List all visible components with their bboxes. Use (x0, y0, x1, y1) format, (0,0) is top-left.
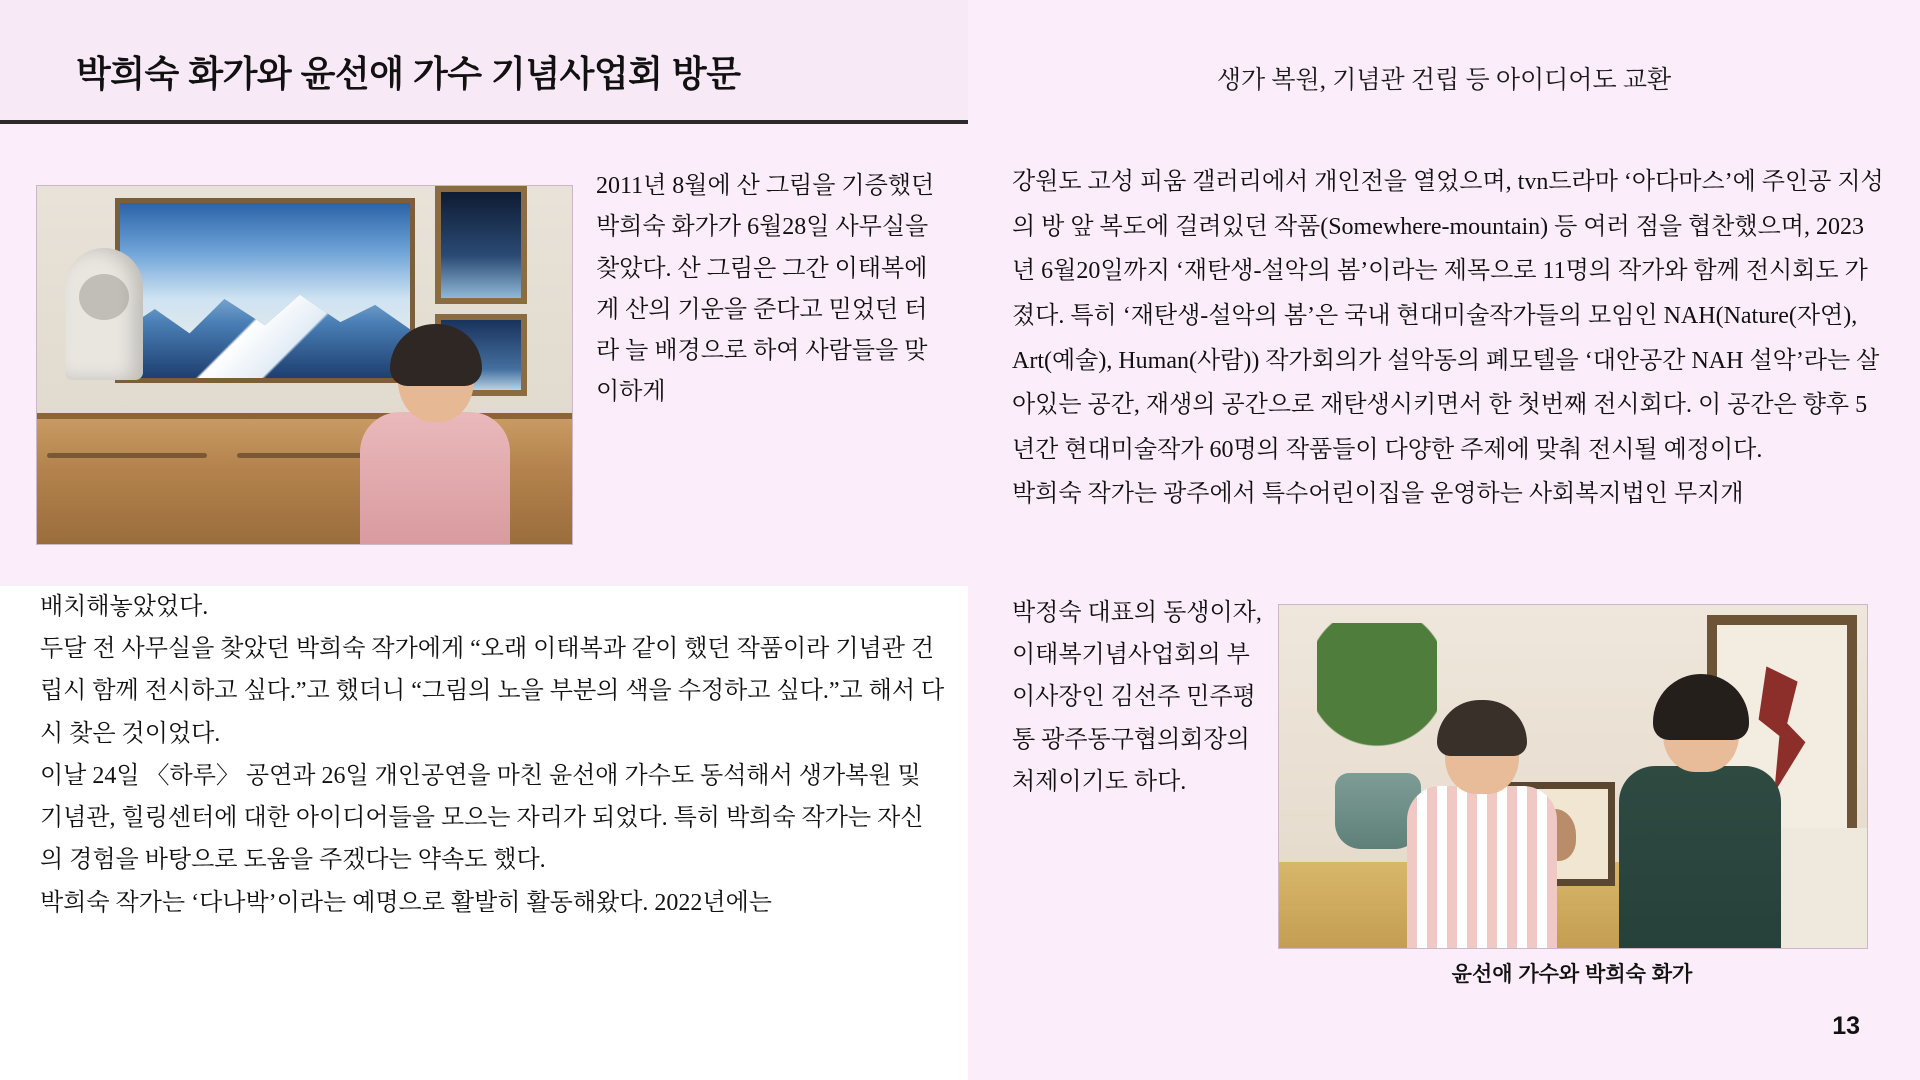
page-number: 13 (1832, 1012, 1860, 1040)
singer-figure (1407, 700, 1557, 948)
pair-photo (1278, 604, 1868, 949)
main-photo (36, 185, 573, 545)
bust-sculpture (65, 248, 143, 380)
left-paragraph-3: 이날 24일 〈하루〉 공연과 26일 개인공연을 마친 윤선애 가수도 동석해서 생가복원 및 기념관, 힐링센터에 대한 아이디어들을 모으는 자리가 되었다. 특히 박희숙 작가는 자신의 경험을 바탕으로 도움을 주겠다는 약속도 했다. (40, 762, 924, 874)
singer-hair (1437, 700, 1527, 756)
photo-caption: 윤선애 가수와 박희숙 화가 (1451, 963, 1693, 986)
page-title: 박희숙 화가와 윤선애 가수 기념사업회 방문 (76, 53, 741, 94)
right-paragraph-2: 박희숙 작가는 광주에서 특수어린이집을 운영하는 사회복지법인 무지개 (1012, 481, 1744, 508)
singer-body (1407, 786, 1557, 948)
figure-hair (390, 324, 482, 386)
painter-hair (1653, 674, 1749, 740)
right-lower-text: 박정숙 대표의 동생이자, 이태복기념사업회의 부이사장인 김선주 민주평통 광주동구협의회장의 처제이기도 하다. (1012, 600, 1262, 795)
left-wrap-text: 2011년 8월에 산 그림을 기증했던 박희숙 화가가 6월28일 사무실을 찾았다. 산 그림은 그간 이태복에게 산의 기운을 준다고 믿었던 터라 늘 배경으로 하여 사람들을 맞이하게 (596, 173, 935, 406)
small-framed-artwork-top (435, 186, 527, 304)
seated-artist-figure (354, 332, 514, 544)
left-body-text (40, 586, 945, 924)
painter-body (1619, 766, 1781, 948)
painter-figure (1619, 678, 1781, 948)
left-paragraph-4: 박희숙 작가는 ‘다나박’이라는 예명으로 활발히 활동해왔다. 2022년에는 (40, 889, 772, 916)
right-body-text (1012, 160, 1886, 517)
subheadline: 생가 복원, 기념관 건립 등 아이디어도 교환 (1216, 67, 1672, 94)
left-paragraph-2: 두달 전 사무실을 찾았던 박희숙 작가에게 “오래 이태복과 같이 했던 작품이라 기념관 건립시 함께 전시하고 싶다.”고 했더니 “그림의 노을 부분의 색을 수정하고 싶다.”고 해서 다시 찾은 것이었다. (40, 636, 945, 747)
left-paragraph-1: 배치해놓았었다. (40, 594, 209, 620)
figure-body (360, 412, 510, 544)
headline-rule (0, 120, 968, 124)
right-paragraph-1: 강원도 고성 피움 갤러리에서 개인전을 열었으며, tvn드라마 ‘아다마스’에 주인공 지성의 방 앞 복도에 걸려있던 작품(Somewhere-mountain) 등 여러 점을 협찬했으며, 2023년 6월20일까지 ‘재탄생-설악의 봄’이라는 제목으로 11명의 작가와 함께 전시회도 가졌다. 특히 ‘재탄생-설악의 봄’은 국내 현대미술작가들의 모임인 NAH(Nature(자연), Art(예술), Human(사람)) 작가회의가 설악동의 폐모텔을 ‘대안공간 NAH 설악’라는 살아있는 공간, 재생의 공간으로 재탄생시키면서 한 첫번째 전시회다. 이 공간은 향후 5년간 현대미술작가 60명의 작품들이 다양한 주제에 맞춰 전시될 예정이다. (1012, 169, 1884, 463)
